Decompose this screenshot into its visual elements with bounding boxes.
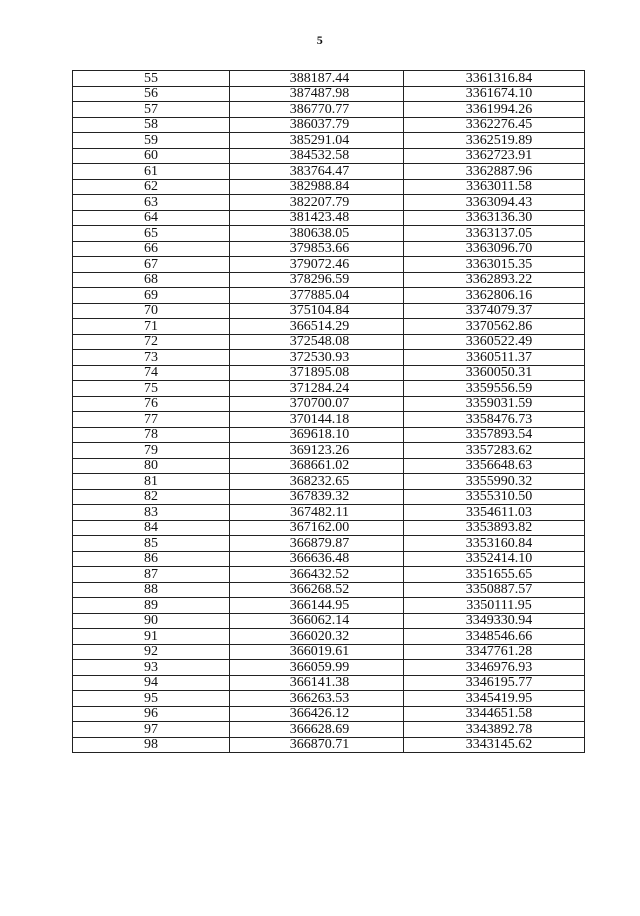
point-number-cell: 83 [73,505,230,521]
x-coordinate-cell: 367162.00 [230,520,404,536]
y-coordinate-cell: 3357893.54 [404,427,585,443]
table-row [73,644,585,660]
y-coordinate-cell: 3351655.65 [404,567,585,583]
y-coordinate-cell: 3363136.30 [404,210,585,226]
table-row [73,117,585,133]
x-coordinate-cell: 381423.48 [230,210,404,226]
table-row [73,148,585,164]
table-row [73,412,585,428]
y-coordinate-cell: 3362887.96 [404,164,585,180]
table-row [73,257,585,273]
y-coordinate-cell: 3358476.73 [404,412,585,428]
y-coordinate-cell: 3361994.26 [404,102,585,118]
x-coordinate-cell: 372530.93 [230,350,404,366]
y-coordinate-cell: 3363096.70 [404,241,585,257]
x-coordinate-cell: 366628.69 [230,722,404,738]
table-row [73,598,585,614]
point-number-cell: 75 [73,381,230,397]
y-coordinate-cell: 3343145.62 [404,737,585,753]
point-number-cell: 79 [73,443,230,459]
point-number-cell: 55 [73,71,230,87]
table-row [73,536,585,552]
y-coordinate-cell: 3344651.58 [404,706,585,722]
y-coordinate-cell: 3347761.28 [404,644,585,660]
point-number-cell: 91 [73,629,230,645]
point-number-cell: 92 [73,644,230,660]
y-coordinate-cell: 3370562.86 [404,319,585,335]
table-row [73,675,585,691]
y-coordinate-cell: 3361674.10 [404,86,585,102]
x-coordinate-cell: 366268.52 [230,582,404,598]
x-coordinate-cell: 387487.98 [230,86,404,102]
point-number-cell: 71 [73,319,230,335]
point-number-cell: 58 [73,117,230,133]
y-coordinate-cell: 3362276.45 [404,117,585,133]
point-number-cell: 89 [73,598,230,614]
table-row [73,582,585,598]
table-row [73,551,585,567]
point-number-cell: 57 [73,102,230,118]
point-number-cell: 76 [73,396,230,412]
table-row [73,365,585,381]
x-coordinate-cell: 382988.84 [230,179,404,195]
x-coordinate-cell: 372548.08 [230,334,404,350]
x-coordinate-cell: 380638.05 [230,226,404,242]
table-row [73,241,585,257]
table-row [73,303,585,319]
y-coordinate-cell: 3353893.82 [404,520,585,536]
x-coordinate-cell: 377885.04 [230,288,404,304]
table-row [73,474,585,490]
x-coordinate-cell: 366426.12 [230,706,404,722]
y-coordinate-cell: 3359031.59 [404,396,585,412]
x-coordinate-cell: 366879.87 [230,536,404,552]
x-coordinate-cell: 371895.08 [230,365,404,381]
y-coordinate-cell: 3348546.66 [404,629,585,645]
point-number-cell: 84 [73,520,230,536]
table-row [73,458,585,474]
table-row [73,505,585,521]
point-number-cell: 77 [73,412,230,428]
x-coordinate-cell: 366020.32 [230,629,404,645]
coordinate-table [72,70,585,753]
y-coordinate-cell: 3356648.63 [404,458,585,474]
x-coordinate-cell: 366514.29 [230,319,404,335]
table-row [73,722,585,738]
point-number-cell: 96 [73,706,230,722]
point-number-cell: 66 [73,241,230,257]
point-number-cell: 88 [73,582,230,598]
table-row [73,210,585,226]
point-number-cell: 61 [73,164,230,180]
x-coordinate-cell: 366059.99 [230,660,404,676]
x-coordinate-cell: 366062.14 [230,613,404,629]
point-number-cell: 81 [73,474,230,490]
table-row [73,660,585,676]
x-coordinate-cell: 383764.47 [230,164,404,180]
table-row [73,86,585,102]
x-coordinate-cell: 379072.46 [230,257,404,273]
point-number-cell: 74 [73,365,230,381]
x-coordinate-cell: 366636.48 [230,551,404,567]
y-coordinate-cell: 3359556.59 [404,381,585,397]
table-row [73,334,585,350]
table-row [73,226,585,242]
point-number-cell: 72 [73,334,230,350]
point-number-cell: 69 [73,288,230,304]
y-coordinate-cell: 3346195.77 [404,675,585,691]
x-coordinate-cell: 379853.66 [230,241,404,257]
point-number-cell: 56 [73,86,230,102]
x-coordinate-cell: 366432.52 [230,567,404,583]
x-coordinate-cell: 366141.38 [230,675,404,691]
point-number-cell: 80 [73,458,230,474]
table-row [73,133,585,149]
y-coordinate-cell: 3360050.31 [404,365,585,381]
x-coordinate-cell: 386770.77 [230,102,404,118]
y-coordinate-cell: 3363011.58 [404,179,585,195]
coordinate-table-body [73,71,585,753]
table-row [73,288,585,304]
y-coordinate-cell: 3362806.16 [404,288,585,304]
point-number-cell: 68 [73,272,230,288]
x-coordinate-cell: 370144.18 [230,412,404,428]
point-number-cell: 59 [73,133,230,149]
point-number-cell: 70 [73,303,230,319]
point-number-cell: 95 [73,691,230,707]
point-number-cell: 64 [73,210,230,226]
point-number-cell: 85 [73,536,230,552]
y-coordinate-cell: 3350111.95 [404,598,585,614]
table-row [73,102,585,118]
table-row [73,164,585,180]
y-coordinate-cell: 3362893.22 [404,272,585,288]
table-row [73,706,585,722]
y-coordinate-cell: 3360511.37 [404,350,585,366]
point-number-cell: 63 [73,195,230,211]
point-number-cell: 60 [73,148,230,164]
table-row [73,567,585,583]
y-coordinate-cell: 3349330.94 [404,613,585,629]
table-row [73,613,585,629]
point-number-cell: 98 [73,737,230,753]
table-row [73,396,585,412]
x-coordinate-cell: 368232.65 [230,474,404,490]
x-coordinate-cell: 382207.79 [230,195,404,211]
point-number-cell: 82 [73,489,230,505]
y-coordinate-cell: 3363094.43 [404,195,585,211]
point-number-cell: 86 [73,551,230,567]
table-row [73,71,585,87]
x-coordinate-cell: 367482.11 [230,505,404,521]
table-row [73,350,585,366]
y-coordinate-cell: 3362519.89 [404,133,585,149]
x-coordinate-cell: 366263.53 [230,691,404,707]
point-number-cell: 90 [73,613,230,629]
x-coordinate-cell: 384532.58 [230,148,404,164]
y-coordinate-cell: 3346976.93 [404,660,585,676]
table-row [73,520,585,536]
x-coordinate-cell: 367839.32 [230,489,404,505]
table-row [73,195,585,211]
x-coordinate-cell: 366144.95 [230,598,404,614]
y-coordinate-cell: 3355990.32 [404,474,585,490]
point-number-cell: 65 [73,226,230,242]
point-number-cell: 94 [73,675,230,691]
x-coordinate-cell: 371284.24 [230,381,404,397]
x-coordinate-cell: 375104.84 [230,303,404,319]
y-coordinate-cell: 3374079.37 [404,303,585,319]
y-coordinate-cell: 3360522.49 [404,334,585,350]
table-row [73,381,585,397]
table-row [73,272,585,288]
x-coordinate-cell: 378296.59 [230,272,404,288]
table-row [73,737,585,753]
point-number-cell: 97 [73,722,230,738]
table-row [73,319,585,335]
point-number-cell: 73 [73,350,230,366]
table-row [73,691,585,707]
x-coordinate-cell: 386037.79 [230,117,404,133]
x-coordinate-cell: 368661.02 [230,458,404,474]
table-row [73,629,585,645]
y-coordinate-cell: 3355310.50 [404,489,585,505]
point-number-cell: 93 [73,660,230,676]
y-coordinate-cell: 3354611.03 [404,505,585,521]
y-coordinate-cell: 3362723.91 [404,148,585,164]
y-coordinate-cell: 3352414.10 [404,551,585,567]
y-coordinate-cell: 3345419.95 [404,691,585,707]
x-coordinate-cell: 388187.44 [230,71,404,87]
point-number-cell: 87 [73,567,230,583]
y-coordinate-cell: 3361316.84 [404,71,585,87]
table-row [73,427,585,443]
x-coordinate-cell: 385291.04 [230,133,404,149]
y-coordinate-cell: 3357283.62 [404,443,585,459]
y-coordinate-cell: 3363015.35 [404,257,585,273]
x-coordinate-cell: 366870.71 [230,737,404,753]
x-coordinate-cell: 369123.26 [230,443,404,459]
point-number-cell: 78 [73,427,230,443]
y-coordinate-cell: 3350887.57 [404,582,585,598]
y-coordinate-cell: 3363137.05 [404,226,585,242]
y-coordinate-cell: 3353160.84 [404,536,585,552]
x-coordinate-cell: 369618.10 [230,427,404,443]
y-coordinate-cell: 3343892.78 [404,722,585,738]
point-number-cell: 67 [73,257,230,273]
table-row [73,489,585,505]
page-number: 5 [316,33,324,47]
point-number-cell: 62 [73,179,230,195]
x-coordinate-cell: 366019.61 [230,644,404,660]
x-coordinate-cell: 370700.07 [230,396,404,412]
table-row [73,179,585,195]
table-row [73,443,585,459]
